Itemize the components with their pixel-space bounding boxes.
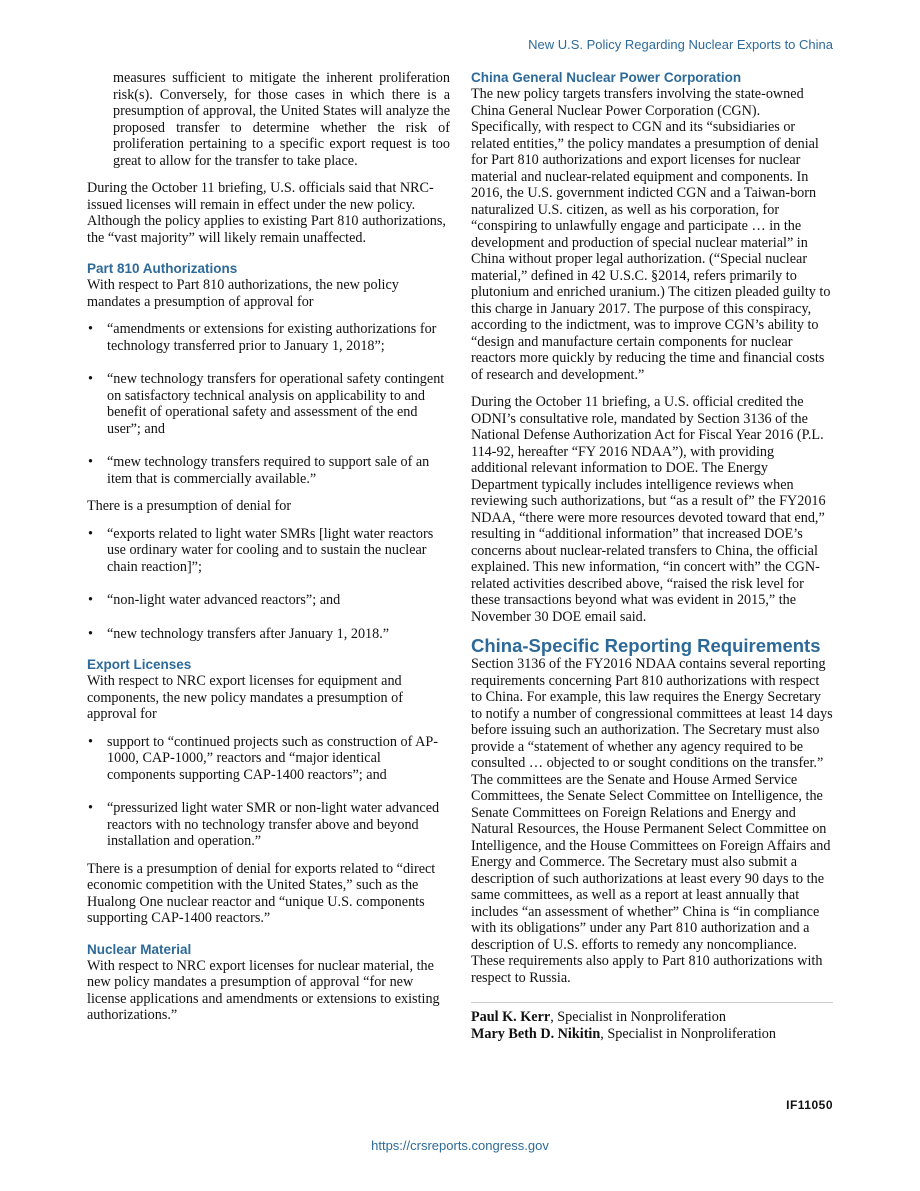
- part-810-approval-list: [87, 321, 450, 487]
- right-column: [471, 70, 833, 1042]
- reporting-requirements-heading: China-Specific Reporting Requirements: [471, 635, 821, 656]
- cgn-heading: China General Nuclear Power Corporation: [471, 70, 742, 85]
- part-810-heading: Part 810 Authorizations: [87, 261, 238, 276]
- part-810-denial-intro: There is a presumption of denial for: [87, 498, 292, 514]
- bullet-icon: •: [88, 321, 93, 337]
- export-licenses-list: [87, 734, 450, 850]
- export-licenses-intro: With respect to NRC export licenses for equipment and components, the new policy mandates a presumption of approval for: [87, 673, 403, 722]
- bullet-icon: •: [88, 733, 93, 750]
- list-item: • “new technology transfers for operational safety contingent on satisfactory technical analysis on applicability to and benefit of operational safety and assessment of the end user”; and: [88, 371, 445, 437]
- list-item: • “amendments or extensions for existing authorizations for technology transferred prior to January 1, 2018”;: [88, 321, 437, 354]
- author-divider: [471, 1002, 833, 1003]
- quote-continuation: measures sufficient to mitigate the inherent proliferation risk(s). Conversely, for those cases in which there is a presumption of approval, the United States will analyze the proposed transfer to determine whether the risk of proliferation pertaining to a specific export request is too great to allow for the transfer to take place.: [113, 70, 450, 169]
- list-item: • “mew technology transfers required to support sale of an item that is commercially available.”: [88, 454, 430, 487]
- bullet-icon: •: [88, 800, 93, 816]
- list-item: • “non-light water advanced reactors”; and: [88, 592, 341, 608]
- running-header-title: New U.S. Policy Regarding Nuclear Exports to China: [528, 37, 833, 52]
- briefing-paragraph: During the October 11 briefing, U.S. officials said that NRC-issued licenses will remain in effect under the new policy. Although the policy applies to existing Part 810 authorizations, the “vast majority” will likely remain unaffected.: [87, 180, 446, 246]
- footer-link[interactable]: https://crsreports.congress.gov: [371, 1138, 549, 1153]
- author-line: Mary Beth D. Nikitin, Specialist in Nonproliferation: [471, 1025, 776, 1042]
- bullet-icon: •: [88, 592, 93, 608]
- reporting-requirements-paragraph: Section 3136 of the FY2016 NDAA contains several reporting requirements concerning Part 810 authorizations with respect to China. For example, this law requires the Energy Secretary to notify a number of congressional committees at least 14 days before issuing such an authorization. The Secretary must also provide a “statement of whether any agency required to be consulted … objected to or sought conditions on the transfer.” The committees are the Senate and House Armed Service Committees, the Senate Select Committee on Intelligence, the Senate Committees on Foreign Relations and Energy and Natural Resources, the House Permanent Select Committee on Intelligence, and the House Committees on Foreign Affairs and Energy and Commerce. The Secretary must also submit a description of such authorizations at least every 90 days to the same committees, as well as a report at least annually that includes “an assessment of whether” China is “in compliance with its obligations” under any Part 810 authorization and a description of U.S. efforts to remedy any noncompliance. These requirements also apply to Part 810 authorizations with respect to Russia.: [471, 656, 833, 986]
- export-licenses-denial: There is a presumption of denial for exports related to “direct economic competition with the United States,” such as the Hualong One nuclear reactor and “unique U.S. components supporting CAP-1400 reactors.”: [87, 860, 436, 926]
- list-item: • “exports related to light water SMRs [light water reactors use ordinary water for cooling and to sustain the nuclear chain reaction]”;: [88, 525, 434, 575]
- nuclear-material-paragraph: With respect to NRC export licenses for nuclear material, the new policy mandates a presumption of approval “for new license applications and amendments or extensions to existing authorizations.”: [87, 957, 440, 1023]
- cgn-paragraph-2: During the October 11 briefing, a U.S. official credited the ODNI’s consultative role, mandated by Section 3136 of the National Defense Authorization Act for Fiscal Year 2016 (P.L. 114-92, hereafter “FY 2016 NDAA”), with providing additional relevant information to DOE. The Energy Department typically includes intelligence reviews when reviewing such authorizations, but “as a result of” the FY2016 NDAA, “there were more resources devoted toward that end,” resulting in “additional information” that increased DOE’s concerns about nuclear-related transfers to China, the official explained. This new information, “in concert with” the CGN-related activities described above, “raised the risk level for these transactions beyond what was evident in 2015,” the November 30 DOE email said.: [471, 394, 826, 625]
- list-item: • “new technology transfers after January 1, 2018.”: [88, 625, 390, 642]
- export-licenses-heading: Export Licenses: [87, 657, 192, 672]
- list-item: • “pressurized light water SMR or non-light water advanced reactors with no technology transfer above and beyond installation and operation.”: [88, 800, 440, 849]
- cgn-paragraph-1: The new policy targets transfers involving the state-owned China General Nuclear Power Corporation (CGN). Specifically, with respect to CGN and its “subsidiaries or related entities,” the policy mandates a presumption of denial for Part 810 authorizations and export licenses for nuclear material and nuclear-related equipment and components. In 2016, the U.S. government indicted CGN and a Taiwan-born naturalized U.S. citizen, as well as his corporation, for “conspiring to unlawfully engage and participate … in the development and production of special nuclear material” in China without proper legal authorization. (“Special nuclear material,” defined in 42 U.S.C. §2014, refers primarily to plutonium and enriched uranium.) The citizen pleaded guilty to this charge in January 2017. The purpose of this conspiracy, according to the indictment, was to improve CGN’s ability to “design and manufacture certain components for nuclear reactors more quickly by reducing the time and financial costs of research and development.”: [471, 86, 831, 383]
- report-id: IF11050: [786, 1098, 833, 1112]
- bullet-icon: •: [88, 371, 93, 387]
- nuclear-material-heading: Nuclear Material: [87, 941, 192, 957]
- list-item: • support to “continued projects such as construction of AP-1000, CAP-1000,” reactors and “major identical components supporting CAP-1400 reactors”; and: [88, 733, 438, 783]
- left-column: [87, 70, 450, 1035]
- bullet-icon: •: [88, 454, 93, 470]
- bullet-icon: •: [88, 525, 93, 542]
- part-810-intro: With respect to Part 810 authorizations, the new policy mandates a presumption of approval for: [87, 277, 399, 310]
- part-810-denial-list: [87, 526, 450, 643]
- bullet-icon: •: [88, 625, 93, 642]
- author-line: Paul K. Kerr, Specialist in Nonproliferation: [471, 1009, 726, 1025]
